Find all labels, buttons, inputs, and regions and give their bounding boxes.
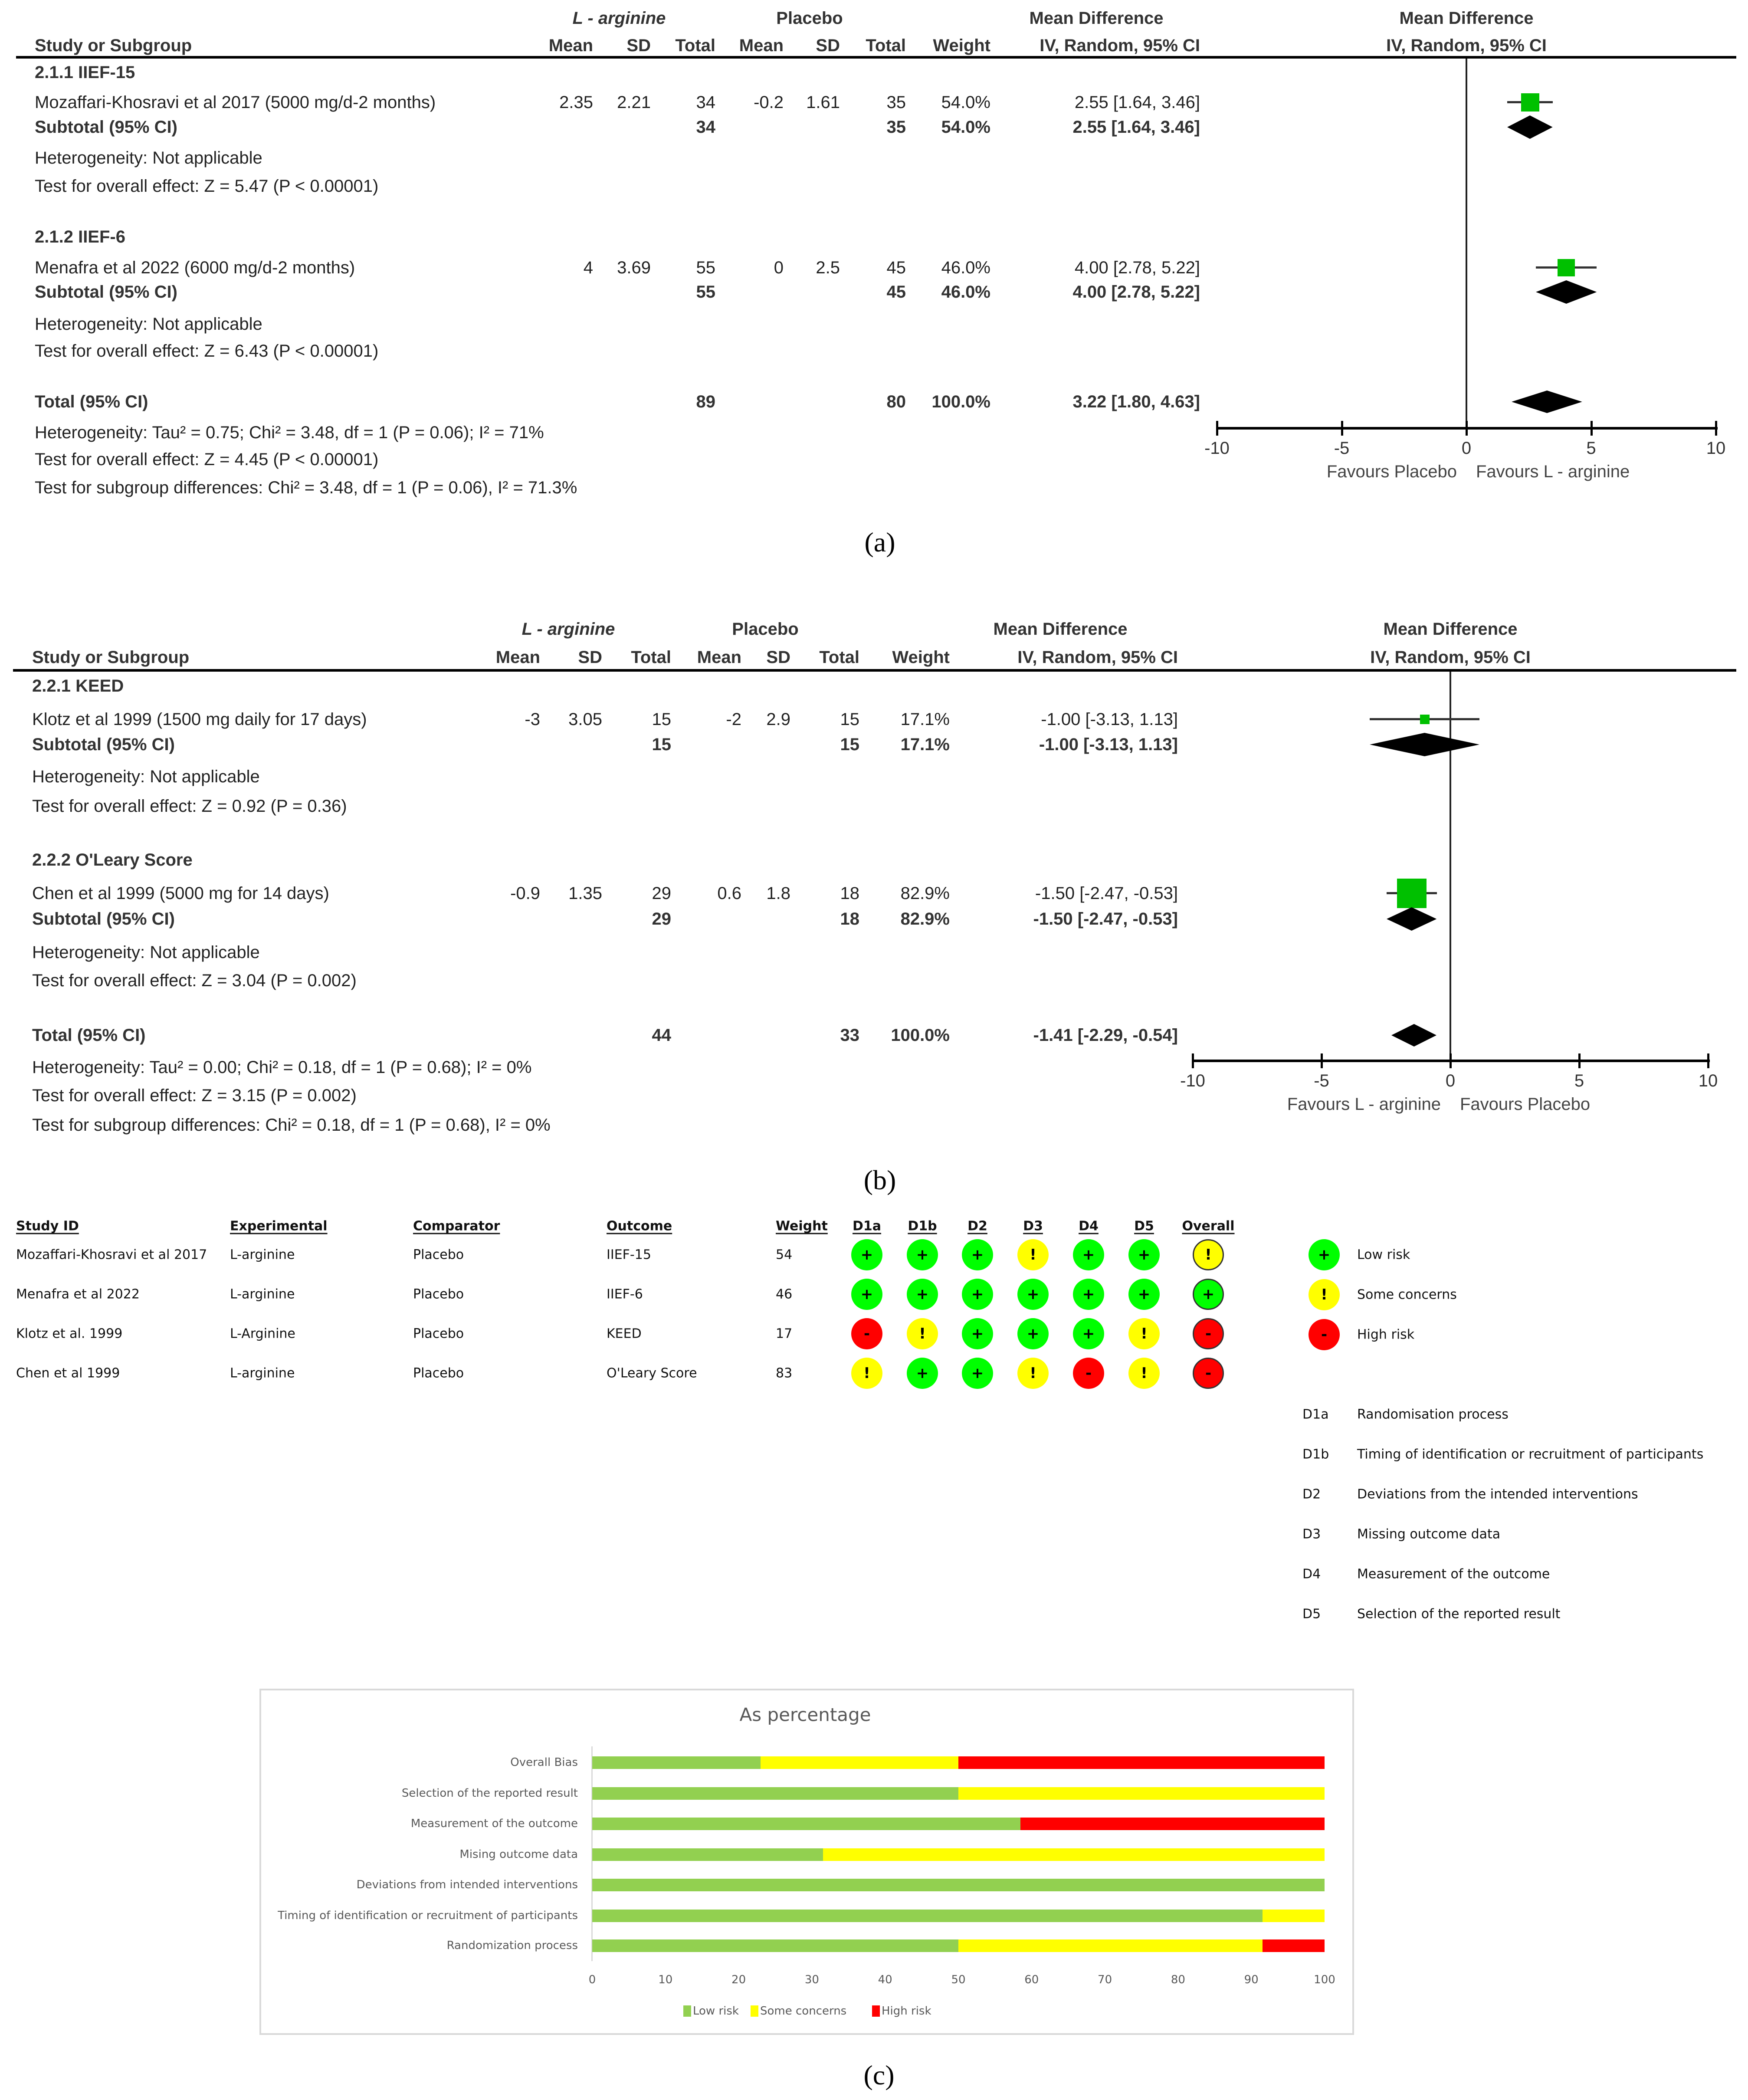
rob-header: D4 [1079, 1218, 1099, 1234]
bar-segment-low-risk [592, 1910, 1263, 1922]
column-header: Total [675, 36, 715, 55]
overall-effect-text: Test for overall effect: Z = 3.04 (P = 0.002) [32, 971, 357, 990]
study-sd1: 3.69 [617, 258, 651, 277]
study-sd1: 3.05 [568, 710, 602, 729]
rob-comparator: Placebo [413, 1247, 464, 1263]
axis-tick-label: -10 [1180, 1071, 1205, 1090]
rob-study: Menafra et al 2022 [16, 1286, 140, 1302]
subtotal-diamond [1506, 115, 1554, 140]
risk-low-icon: + [1073, 1318, 1104, 1349]
risk-high-icon: - [1193, 1318, 1224, 1349]
total-ci: 3.22 [1.80, 4.63] [1072, 392, 1200, 411]
bar-segment-low-risk [592, 1818, 1020, 1830]
bar-segment-low-risk [592, 1756, 761, 1769]
subtotal-diamond [1386, 906, 1437, 932]
subtotal-diamond [1369, 732, 1480, 757]
column-header: Weight [892, 648, 950, 667]
rob-outcome: KEED [607, 1326, 642, 1342]
header-rule [16, 56, 1736, 59]
rob-header: D1a [852, 1218, 882, 1234]
study-sd1: 2.21 [617, 93, 651, 112]
legend-swatch [683, 2005, 691, 2017]
axis-tick-label: 5 [1574, 1071, 1584, 1090]
bar-segment-some-concerns [958, 1787, 1325, 1800]
column-header: Total [631, 648, 671, 667]
legend-some-icon: ! [1309, 1279, 1340, 1310]
x-tick-label: 30 [804, 1973, 819, 1986]
rob-header: Overall [1182, 1218, 1235, 1234]
axis-tick-label: 10 [1698, 1071, 1718, 1090]
total-n2: 80 [886, 392, 906, 411]
domain-label: Selection of the reported result [1357, 1606, 1561, 1622]
rob-header: Outcome [607, 1218, 672, 1234]
study-n2: 15 [840, 710, 859, 729]
study-weight: 82.9% [900, 884, 950, 903]
study-mean2: 0 [774, 258, 784, 277]
group-header-intervention: L - arginine [521, 620, 615, 639]
panel-label: (a) [864, 527, 895, 558]
subtotal-weight: 54.0% [941, 118, 990, 137]
subtotal-label: Subtotal (95% CI) [35, 118, 177, 137]
favours-left-label: Favours L - arginine [1287, 1095, 1441, 1114]
bar-segment-low-risk [592, 1939, 958, 1952]
axis-tick-label: -5 [1334, 439, 1350, 458]
header-rule [13, 669, 1736, 672]
rob-experimental: L-Arginine [230, 1326, 295, 1342]
risk-low-icon: + [907, 1279, 938, 1310]
favours-left-label: Favours Placebo [1326, 462, 1457, 481]
x-tick-label: 40 [878, 1973, 892, 1986]
total-label: Total (95% CI) [32, 1026, 146, 1045]
axis-tick [1321, 1053, 1323, 1068]
study-weight: 17.1% [900, 710, 950, 729]
subtotal-ci: 4.00 [2.78, 5.22] [1072, 282, 1200, 302]
risk-some-icon: ! [1017, 1239, 1049, 1270]
column-header: SD [578, 648, 602, 667]
risk-low-icon: + [962, 1358, 993, 1389]
heterogeneity-text: Heterogeneity: Not applicable [32, 767, 260, 786]
legend-label: Low risk [693, 2005, 739, 2018]
study-sd1: 1.35 [568, 884, 602, 903]
study-mean2: -0.2 [754, 93, 784, 112]
risk-some-icon: ! [1017, 1358, 1049, 1389]
axis-tick-label: 0 [1461, 439, 1472, 458]
total-diamond [1511, 390, 1583, 414]
total-weight: 100.0% [891, 1026, 950, 1045]
domain-code: D3 [1302, 1526, 1321, 1542]
category-label: Overall Bias [510, 1756, 578, 1769]
bar-segment-some-concerns [958, 1939, 1263, 1952]
column-header: SD [816, 36, 840, 55]
subgroup-title: 2.2.1 KEED [32, 676, 124, 696]
axis-tick-label: -10 [1204, 439, 1230, 458]
study-weight: 46.0% [941, 258, 990, 277]
risk-low-icon: + [1073, 1279, 1104, 1310]
column-header: SD [766, 648, 790, 667]
subtotal-n1: 55 [696, 282, 715, 302]
total-weight: 100.0% [931, 392, 990, 411]
study-name: Menafra et al 2022 (6000 mg/d-2 months) [35, 258, 355, 277]
x-tick-label: 60 [1024, 1973, 1039, 1986]
rob-experimental: L-arginine [230, 1286, 295, 1302]
bar-segment-low-risk [592, 1787, 958, 1800]
axis-tick [1707, 1053, 1709, 1068]
category-label: Measurement of the outcome [410, 1817, 578, 1830]
footer-stat: Test for subgroup differences: Chi² = 3.48, df = 1 (P = 0.06), I² = 71.3% [35, 478, 577, 497]
rob-study: Mozaffari-Khosravi et al 2017 [16, 1247, 207, 1263]
subtotal-weight: 17.1% [900, 735, 950, 754]
study-column-header: Study or Subgroup [35, 36, 192, 55]
subtotal-diamond [1535, 279, 1597, 305]
column-header: Mean [548, 36, 593, 55]
study-n1: 15 [652, 710, 671, 729]
rob-experimental: L-arginine [230, 1365, 295, 1381]
x-tick-label: 20 [731, 1973, 746, 1986]
legend-label: Low risk [1357, 1247, 1410, 1263]
legend-label: Some concerns [760, 2005, 847, 2018]
null-effect-line [1466, 59, 1467, 428]
study-weight-square [1420, 715, 1430, 724]
bar-segment-high-risk [958, 1756, 1325, 1769]
x-tick-label: 90 [1244, 1973, 1259, 1986]
column-header: IV, Random, 95% CI [1017, 648, 1178, 667]
x-tick-label: 80 [1171, 1973, 1185, 1986]
subtotal-ci: -1.00 [-3.13, 1.13] [1039, 735, 1178, 754]
md-column-header: Mean Difference [1029, 9, 1164, 28]
study-n1: 34 [696, 93, 715, 112]
rob-header: D2 [967, 1218, 987, 1234]
domain-label: Missing outcome data [1357, 1526, 1501, 1542]
md-column-header: Mean Difference [993, 620, 1128, 639]
study-weight: 54.0% [941, 93, 990, 112]
rob-header: Weight [776, 1218, 828, 1234]
risk-high-icon: - [851, 1318, 882, 1349]
legend-swatch [872, 2005, 880, 2017]
risk-high-icon: - [1073, 1358, 1104, 1389]
axis-tick-label: -5 [1314, 1071, 1329, 1090]
category-label: Randomization process [446, 1939, 578, 1952]
study-weight-square [1521, 93, 1539, 112]
column-header: IV, Random, 95% CI [1040, 36, 1200, 55]
bar-segment-high-risk [1263, 1939, 1325, 1952]
study-mean2: 0.6 [717, 884, 741, 903]
risk-some-icon: ! [1128, 1318, 1160, 1349]
bar-segment-some-concerns [761, 1756, 958, 1769]
risk-low-icon: + [962, 1239, 993, 1270]
favours-right-label: Favours L - arginine [1476, 462, 1630, 481]
column-header: Weight [933, 36, 990, 55]
rob-weight: 54 [776, 1247, 793, 1263]
subgroup-title: 2.1.2 IIEF-6 [35, 227, 125, 246]
domain-code: D1a [1302, 1407, 1329, 1422]
rob-weight: 83 [776, 1365, 793, 1381]
total-ci: -1.41 [-2.29, -0.54] [1033, 1026, 1178, 1045]
study-mean1: -3 [525, 710, 540, 729]
overall-effect-text: Test for overall effect: Z = 6.43 (P < 0.00001) [35, 341, 379, 361]
risk-low-icon: + [851, 1239, 882, 1270]
column-header: Total [866, 36, 906, 55]
domain-label: Randomisation process [1357, 1407, 1509, 1422]
subtotal-label: Subtotal (95% CI) [32, 909, 175, 929]
total-diamond [1391, 1023, 1437, 1047]
subtotal-label: Subtotal (95% CI) [35, 282, 177, 302]
legend-label: High risk [1357, 1327, 1415, 1342]
rob-outcome: IIEF-6 [607, 1286, 643, 1302]
study-ci: -1.00 [-3.13, 1.13] [1041, 710, 1178, 729]
risk-low-icon: + [962, 1279, 993, 1310]
study-mean1: 4 [583, 258, 593, 277]
subtotal-n1: 15 [652, 735, 671, 754]
subgroup-title: 2.2.2 O'Leary Score [32, 850, 193, 870]
study-name: Mozaffari-Khosravi et al 2017 (5000 mg/d-2 months) [35, 93, 436, 112]
footer-stat: Test for overall effect: Z = 4.45 (P < 0.00001) [35, 450, 379, 469]
study-sd2: 2.5 [816, 258, 840, 277]
rob-comparator: Placebo [413, 1326, 464, 1342]
bar-segment-low-risk [592, 1848, 823, 1861]
rob-study: Chen et al 1999 [16, 1365, 120, 1381]
plot-subheader: IV, Random, 95% CI [1386, 36, 1547, 55]
group-header-control: Placebo [776, 9, 843, 28]
category-label: Selection of the reported result [401, 1787, 578, 1800]
domain-code: D1b [1302, 1447, 1329, 1462]
rob-header: D1b [908, 1218, 937, 1234]
total-label: Total (95% CI) [35, 392, 148, 411]
domain-label: Timing of identification or recruitment of participants [1357, 1447, 1704, 1462]
subtotal-ci: -1.50 [-2.47, -0.53] [1033, 909, 1178, 929]
risk-low-icon: + [851, 1279, 882, 1310]
null-effect-line [1450, 672, 1451, 1061]
rob-header: D5 [1134, 1218, 1154, 1234]
study-n2: 18 [840, 884, 859, 903]
subtotal-ci: 2.55 [1.64, 3.46] [1072, 118, 1200, 137]
legend-high-icon: - [1309, 1319, 1340, 1350]
x-tick-label: 50 [951, 1973, 966, 1986]
rob-outcome: IIEF-15 [607, 1247, 651, 1263]
column-header: Total [819, 648, 859, 667]
risk-low-icon: + [1073, 1239, 1104, 1270]
subtotal-label: Subtotal (95% CI) [32, 735, 175, 754]
rob-study: Klotz et al. 1999 [16, 1326, 123, 1342]
overall-effect-text: Test for overall effect: Z = 0.92 (P = 0.36) [32, 797, 347, 816]
subtotal-n2: 45 [886, 282, 906, 302]
legend-swatch [751, 2005, 758, 2017]
overall-effect-text: Test for overall effect: Z = 5.47 (P < 0.00001) [35, 177, 379, 196]
risk-low-icon: + [907, 1239, 938, 1270]
axis-tick [1450, 1053, 1452, 1068]
group-header-control: Placebo [732, 620, 799, 639]
study-sd2: 2.9 [766, 710, 790, 729]
rob-weight: 46 [776, 1286, 793, 1302]
heterogeneity-text: Heterogeneity: Not applicable [35, 315, 262, 334]
risk-some-icon: ! [907, 1318, 938, 1349]
axis-tick-label: 0 [1445, 1071, 1456, 1090]
study-n2: 45 [886, 258, 906, 277]
legend-label: High risk [882, 2005, 931, 2018]
study-sd2: 1.61 [806, 93, 840, 112]
category-label: Deviations from intended interventions [356, 1878, 578, 1891]
study-n1: 29 [652, 884, 671, 903]
risk-low-icon: + [1128, 1239, 1160, 1270]
chart-title: As percentage [739, 1704, 871, 1726]
risk-low-icon: + [1017, 1318, 1049, 1349]
bar-segment-some-concerns [1263, 1910, 1325, 1922]
risk-low-icon: + [1193, 1279, 1224, 1310]
x-tick-label: 70 [1098, 1973, 1112, 1986]
study-mean1: -0.9 [510, 884, 540, 903]
axis-tick [1591, 421, 1593, 436]
rob-comparator: Placebo [413, 1286, 464, 1302]
study-ci: 2.55 [1.64, 3.46] [1074, 93, 1200, 112]
subgroup-title: 2.1.1 IIEF-15 [35, 63, 135, 82]
axis-tick [1216, 421, 1218, 436]
legend-label: Some concerns [1357, 1287, 1457, 1303]
plot-subheader: IV, Random, 95% CI [1370, 648, 1531, 667]
study-mean1: 2.35 [559, 93, 593, 112]
rob-weight: 17 [776, 1326, 793, 1342]
subtotal-n1: 29 [652, 909, 671, 929]
footer-stat: Test for subgroup differences: Chi² = 0.18, df = 1 (P = 0.68), I² = 0% [32, 1116, 551, 1135]
risk-some-icon: ! [1128, 1358, 1160, 1389]
subtotal-weight: 46.0% [941, 282, 990, 302]
study-weight-square [1558, 259, 1575, 276]
rob-header: Study ID [16, 1218, 79, 1234]
study-name: Klotz et al 1999 (1500 mg daily for 17 days) [32, 710, 367, 729]
footer-stat: Test for overall effect: Z = 3.15 (P = 0.002) [32, 1086, 357, 1105]
study-ci: -1.50 [-2.47, -0.53] [1035, 884, 1178, 903]
total-n1: 44 [652, 1026, 671, 1045]
risk-high-icon: - [1193, 1358, 1224, 1389]
study-weight-square [1397, 879, 1427, 908]
risk-low-icon: + [1017, 1279, 1049, 1310]
study-n1: 55 [696, 258, 715, 277]
study-name: Chen et al 1999 (5000 mg for 14 days) [32, 884, 329, 903]
study-n2: 35 [886, 93, 906, 112]
footer-stat: Heterogeneity: Tau² = 0.00; Chi² = 0.18, df = 1 (P = 0.68); I² = 0% [32, 1058, 532, 1077]
rob-comparator: Placebo [413, 1365, 464, 1381]
total-n1: 89 [696, 392, 715, 411]
risk-some-icon: ! [851, 1358, 882, 1389]
axis-tick [1466, 421, 1468, 436]
column-header: SD [626, 36, 651, 55]
risk-some-icon: ! [1193, 1239, 1224, 1270]
x-tick-label: 100 [1314, 1973, 1335, 1986]
category-label: Mising outcome data [459, 1848, 578, 1861]
bar-segment-high-risk [1020, 1818, 1325, 1830]
heterogeneity-text: Heterogeneity: Not applicable [35, 148, 262, 167]
x-tick-label: 0 [588, 1973, 596, 1986]
legend-low-icon: + [1309, 1239, 1340, 1270]
study-mean2: -2 [726, 710, 741, 729]
column-header: Mean [697, 648, 741, 667]
plot-header: Mean Difference [1399, 9, 1534, 28]
risk-low-icon: + [1128, 1279, 1160, 1310]
domain-label: Measurement of the outcome [1357, 1566, 1550, 1582]
rob-experimental: L-arginine [230, 1247, 295, 1263]
footer-stat: Heterogeneity: Tau² = 0.75; Chi² = 3.48, df = 1 (P = 0.06); I² = 71% [35, 423, 544, 442]
rob-header: Experimental [230, 1218, 328, 1234]
domain-code: D5 [1302, 1606, 1321, 1622]
panel-label: (b) [863, 1165, 896, 1195]
risk-low-icon: + [907, 1358, 938, 1389]
group-header-intervention: L - arginine [572, 9, 666, 28]
total-n2: 33 [840, 1026, 859, 1045]
study-column-header: Study or Subgroup [32, 648, 190, 667]
column-header: Mean [739, 36, 784, 55]
subtotal-n1: 34 [696, 118, 715, 137]
axis-tick [1341, 421, 1343, 436]
axis-tick [1192, 1053, 1194, 1068]
subtotal-n2: 15 [840, 735, 859, 754]
axis-tick [1715, 421, 1717, 436]
domain-code: D2 [1302, 1486, 1321, 1502]
subtotal-n2: 35 [886, 118, 906, 137]
heterogeneity-text: Heterogeneity: Not applicable [32, 943, 260, 962]
subtotal-n2: 18 [840, 909, 859, 929]
column-header: Mean [495, 648, 540, 667]
favours-right-label: Favours Placebo [1460, 1095, 1591, 1114]
category-label: Timing of identification or recruitment of participants [278, 1909, 578, 1922]
axis-tick-label: 5 [1586, 439, 1596, 458]
bar-segment-some-concerns [823, 1848, 1325, 1861]
x-tick-label: 10 [658, 1973, 673, 1986]
axis-tick [1578, 1053, 1581, 1068]
axis-tick-label: 10 [1706, 439, 1726, 458]
risk-low-icon: + [962, 1318, 993, 1349]
study-sd2: 1.8 [766, 884, 790, 903]
domain-code: D4 [1302, 1566, 1321, 1582]
panel-label: (c) [863, 2060, 895, 2090]
domain-label: Deviations from the intended interventions [1357, 1486, 1638, 1502]
plot-header: Mean Difference [1383, 620, 1518, 639]
subtotal-weight: 82.9% [900, 909, 950, 929]
study-ci: 4.00 [2.78, 5.22] [1074, 258, 1200, 277]
rob-outcome: O'Leary Score [607, 1365, 697, 1381]
bar-segment-low-risk [592, 1879, 1325, 1891]
rob-header: Comparator [413, 1218, 500, 1234]
rob-header: D3 [1023, 1218, 1043, 1234]
